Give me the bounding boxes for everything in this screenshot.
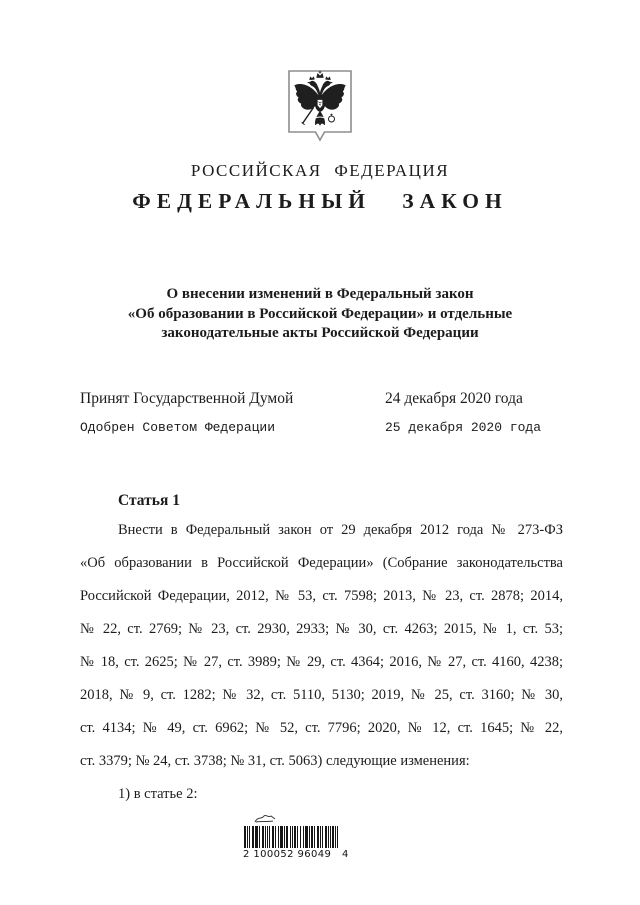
barcode-digits: 2 100052 96049 4 [243,849,349,860]
country-heading: РОССИЙСКАЯ ФЕДЕРАЦИЯ [190,161,450,180]
coat-of-arms-icon [288,70,352,150]
document-type-heading: ФЕДЕРАЛЬНЫЙ ЗАКОН [132,189,508,213]
article-body [80,514,563,811]
law-title-line: «Об образовании в Российской Федерации» и отдельные [127,305,513,322]
barcode-bars [243,826,339,848]
council-date: 25 декабря 2020 года [385,420,542,435]
handwritten-mark-icon [253,813,277,825]
body-line: 2018, № 9, ст. 1282; № 32, ст. 5110, 5130; 2019, № 25, ст. 3160; № 30, [80,687,563,703]
barcode-block [243,813,349,860]
law-title [70,285,570,344]
body-line: Внести в Федеральный закон от 29 декабря 2012 года № 273-ФЗ [118,522,563,538]
article-heading: Статья 1 [118,492,180,509]
body-line: Российской Федерации, 2012, № 53, ст. 7598; 2013, № 23, ст. 2878; 2014, [80,588,563,604]
body-line: ст. 3379; № 24, ст. 3738; № 31, ст. 5063) следующие изменения: [80,753,470,769]
law-title-line: законодательные акты Российской Федерации [161,325,479,341]
duma-label: Принят Государственной Думой [80,390,294,407]
council-label: Одобрен Советом Федерации [80,420,276,435]
body-line: № 22, ст. 2769; № 23, ст. 2930, 2933; № 30, ст. 4263; 2015, № 1, ст. 53; [80,621,563,637]
body-line: «Об образовании в Российской Федерации» (Собрание законодательства [80,555,563,571]
body-line: 1) в статье 2: [118,786,198,802]
body-line: ст. 4134; № 49, ст. 6962; № 52, ст. 7796; 2020, № 12, ст. 1645; № 22, [80,720,563,736]
duma-date: 24 декабря 2020 года [385,390,523,407]
law-title-line: О внесении изменений в Федеральный закон [166,286,474,302]
adoption-row-council [80,420,563,435]
body-line: № 18, ст. 2625; № 27, ст. 3989; № 29, ст. 4364; 2016, № 27, ст. 4160, 4238; [80,654,563,670]
adoption-row-duma [80,390,563,408]
